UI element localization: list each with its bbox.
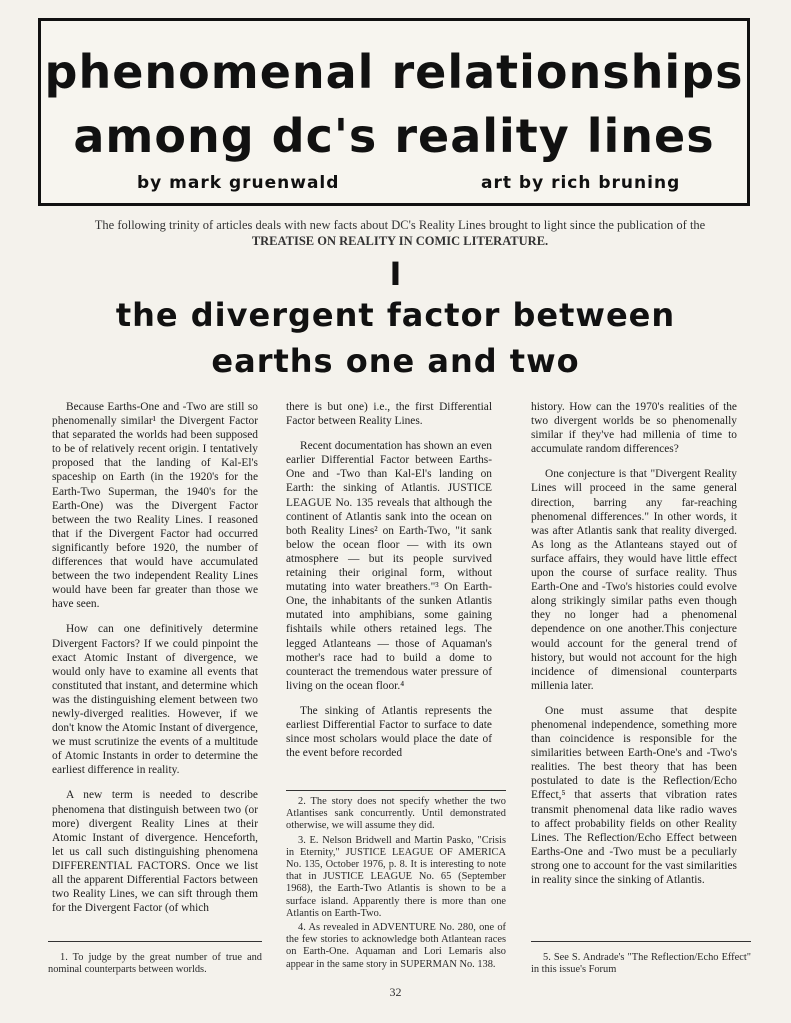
artist-byline: art by rich bruning [481,173,681,193]
paragraph: One must assume that despite phenomenal independence, something more than coincidence is responsible for the similarities between Earth-One's and -Two's realities. The best theory that has been postulated to date is the Reflection/Echo Effect,⁵ that asserts that vibration rates transmit phenomenal data like radio waves to affect probability fields on other Reality Lines. The Reflection/Echo Effect between Earths-One and -Two must be a peculiarly strong one to account for the vast similarities in reality since the sinking of Atlantis. [531,704,737,886]
body-column-1 [52,400,258,926]
footnote-rule-2 [286,790,506,791]
paragraph: How can one definitively determine Divergent Factors? If we could pinpoint the exact Atomic Instant of divergence, we would only have to examine all events that constituted that instant, and determine which was the distinguishing element between two newly-diverged realities. However, if we don't know the Atomic Instant of divergence, we must scrutinize the events of a multitude of Atomic Instants in order to determine the earliest difference in reality. [52,623,258,777]
paragraph: One conjecture is that "Divergent Reality Lines will proceed in the same general direction, barring any far-reaching phenomenal differences." In other words, it was after Atlantis sank that reality diverged. As long as the Atlanteans stayed out of surface affairs, they would have little effect upon the course of surface reality. Thus Earth-One and -Two's histories could evolve along strikingly similar paths even though they no longer had a phenomenal dependence on one another.This conjecture would account for the general trend of history, but would not account for the high incidence of dimensional counterparts millenia later. [531,468,737,692]
body-column-2 [286,400,492,771]
body-column-3 [531,400,737,898]
page-number: 32 [389,985,402,999]
paragraph: The sinking of Atlantis represents the earliest Differential Factor to surface to date since most scholars would place the date of the event before recorded [286,704,492,760]
paragraph: there is but one) i.e., the first Differential Factor between Reality Lines. [286,401,492,428]
section-title-line-2: earths one and two [211,342,580,380]
author-byline: by mark gruenwald [137,173,340,193]
footnotes-column-2 [286,796,506,973]
section-title-line-1: the divergent factor between [115,296,676,334]
footnote-rule-3 [531,941,751,942]
section-numeral: I [389,255,402,293]
article-title-line-1: phenomenal relationships [44,45,744,99]
intro-paragraph [50,217,750,249]
footnote-text: 3. E. Nelson Bridwell and Martin Pasko, "Crisis in Eternity," JUSTICE LEAGUE OF AMERICA No. 135, October 1976, p. 8. It is interesting to note that in JUSTICE LEAGUE No. 65 (September 1968), the Earth-Two Atlantis is shown to be a surface island. Apparently there is more than one Atlantis on Earth-Two. [286,834,506,919]
footnote-1 [48,952,262,978]
treatise-title: TREATISE ON REALITY IN COMIC LITERATURE. [251,234,549,248]
paragraph: Recent documentation has shown an even earlier Differential Factor between Earths-One and -Two than Kal-El's landing on Earth: the sinking of Atlantis. JUSTICE LEAGUE No. 135 reveals that although the continent of Atlantis sank into the ocean on both Reality Lines² on Earth-Two, "it sank below the ocean floor — with its own atmosphere — but its people survived retaining their original form, without mutating into water breathers."³ On Earth-One, the inhabitants of the sunken Atlantis mutated into amphibians, some gaining fishtails while others retained legs. The legged Atlanteans — those of Aquaman's mother's race had to build a dome to counteract the tremendous water pressure of living on the ocean floor.⁴ [286,440,492,692]
intro-text: The following trinity of articles deals with new facts about DC's Reality Lines brought to light since the publication of the [94,218,706,232]
footnote-text: 1. To judge by the great number of true and nominal counterparts between worlds. [48,952,262,976]
footnote-5 [531,952,751,978]
footnote-text: 4. As revealed in ADVENTURE No. 280, one of the few stories to acknowledge both Atlantean races on Earth-One. Aquaman and Lori Lemaris also appear in the same story in SUPERMAN No. 138. [286,922,506,970]
footnote-rule-1 [48,941,262,942]
paragraph: A new term is needed to describe phenomena that distinguish between two (or more) divergent Reality Lines at their Atomic Instant of divergence. Henceforth, let us call such distinguishing phenomena DIFFERENTIAL FACTORS. Once we list all the apparent Differential Factors between two Reality Lines, we can sift through them for the Divergent Factor (of which [52,789,258,915]
footnote-text: 2. The story does not specify whether the two Atlantises sank concurrently. Until demonstrated otherwise, we will assume they did. [286,796,506,832]
paragraph: Because Earths-One and -Two are still so phenomenally similar¹ the Divergent Factor that separated the worlds had been supposed to be of relatively recent origin. I tentatively proposed that the landing of Kal-El's spaceship on Earth (in the 1920's for the Earth-Two Superman, the 1940's for the Earth-One) was the Divergent Factor between the two Reality Lines. I reasoned that if the Divergent Factor had occurred significantly before 1920, the number of differences that would have accumulated between the two independent Reality Lines would have been far greater than those we have seen. [52,401,258,611]
article-title-line-2: among dc's reality lines [73,109,715,163]
title-box [38,18,750,206]
paragraph: history. How can the 1970's realities of the two divergent worlds be so phenomenally similar if they've had millenia of time to accumulate random differences? [531,401,737,456]
footnote-text: 5. See S. Andrade's "The Reflection/Echo Effect" in this issue's Forum [531,952,751,976]
